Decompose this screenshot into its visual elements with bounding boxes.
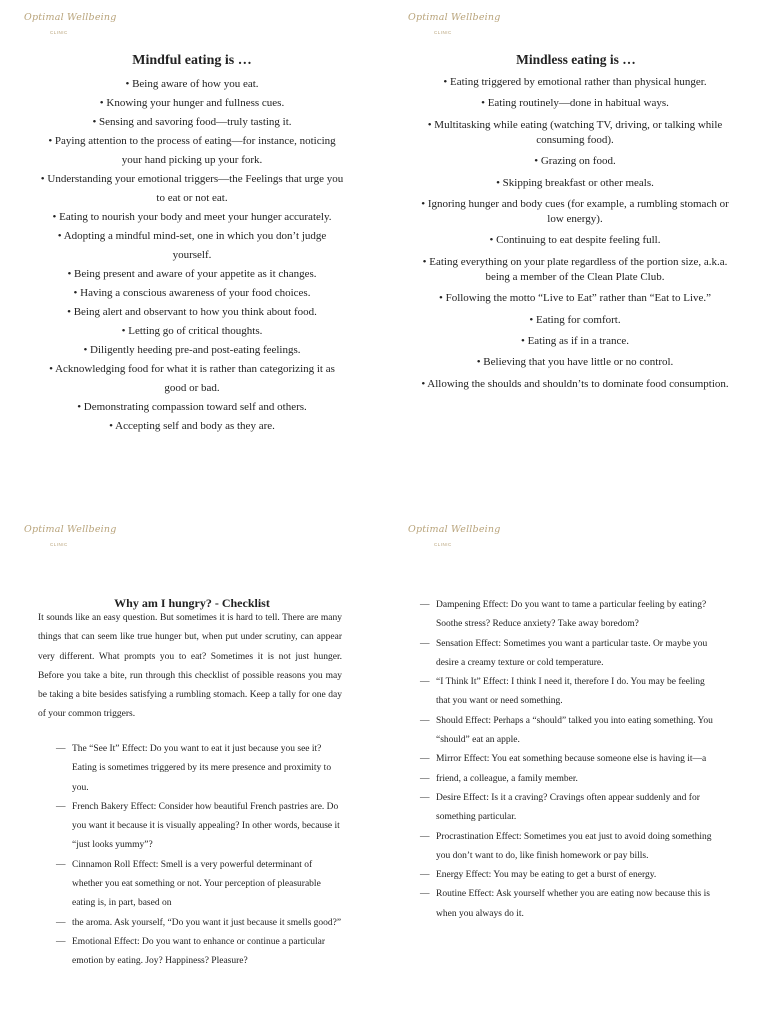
checklist-item [420,635,720,674]
dash-marker: — [420,715,430,726]
logo-script: Optimal Wellbeing [408,12,501,23]
checklist-items-left [56,740,342,972]
checklist-item-text: “I Think It” Effect: I think I need it, therefore I do. You may be feeling that you want or need something. [436,677,705,707]
mindful-bullet: • Eating to nourish your body and meet your hunger accurately. [52,211,332,223]
dash-marker: — [420,889,430,900]
checklist-item [420,770,720,789]
checklist-item [420,828,720,867]
checklist-item-text: Emotional Effect: Do you want to enhance or continue a particular emotion by eating. Joy? Happiness? Pleasure? [72,936,326,967]
checklist-item-text: Dampening Effect: Do you want to tame a particular feeling by eating? Soothe stress? Reduce anxiety? Take away boredom? [436,600,707,630]
checklist-item-text: Cinnamon Roll Effect: Smell is a very powerful determinant of whether you eat something or not. Your perception of pleasurable eating is, in part, based on [72,859,321,909]
mindless-bullet: • Eating routinely—done in habitual ways. [481,97,669,110]
mindless-bullet: • Believing that you have little or no control. [476,356,674,369]
logo-script: Optimal Wellbeing [408,524,501,535]
mindful-bullet: • Acknowledging food for what it is rather than categorizing it as good or bad. [49,363,335,394]
mindless-bullet: • Grazing on food. [534,155,616,168]
mindless-bullet: • Eating triggered by emotional rather than physical hunger. [443,76,707,88]
mindful-bullet-list [38,75,346,436]
checklist-item [56,856,342,914]
checklist-item [56,740,342,798]
checklist-item-text: Should Effect: Perhaps a “should” talked you into eating something. You “should” eat an apple. [436,715,713,746]
hunger-checklist-continued-panel [384,512,768,1024]
dash-marker: — [420,792,430,803]
mindful-title: Mindful eating is … [132,53,252,68]
mindless-bullet: • Following the motto “Live to Eat” rather than “Eat to Live.” [438,292,712,305]
checklist-item [420,789,720,828]
checklist-item-text: Energy Effect: You may be eating to get a burst of energy. [436,870,657,881]
mindless-bullet: • Eating everything on your plate regardless of the portion size, a.k.a. being a member of the Clean Plate Club. [422,255,728,283]
checklist-item-text: friend, a colleague, a family member. [436,773,578,784]
mindful-bullet: • Sensing and savoring food—truly tasting it. [92,116,292,128]
mindless-bullet: • Continuing to eat despite feeling full. [489,234,661,247]
dash-marker: — [56,859,66,870]
mindful-bullet: • Adopting a mindful mind-set, one in which you don’t judge yourself. [57,230,327,261]
checklist-item-text: the aroma. Ask yourself, “Do you want it just because it smells good?” [72,917,342,928]
checklist-intro: It sounds like an easy question. But sometimes it is hard to tell. There are many things that can seem like true hunger but, when put under scrutiny, can appear very different. What prompts you to eat? Sometimes it is not just hunger. Before you take a bite, run through this checklist of possible reasons you may be taking a bite besides satisfying a rumbling stomach. Keep a tally for one day of your common triggers. [38,613,342,720]
dash-marker: — [420,754,430,765]
mindful-bullet: • Paying attention to the process of eating—for instance, noticing your hand picking up your fork. [48,135,336,166]
mindless-eating-panel [384,0,768,512]
mindful-bullet: • Being present and aware of your appetite as it changes. [67,268,317,280]
brand-logo [408,524,501,552]
logo-script: Optimal Wellbeing [24,524,117,535]
mindful-bullet: • Having a conscious awareness of your food choices. [73,287,311,299]
logo-subtitle: CLINIC [434,30,452,35]
mindful-eating-panel [0,0,384,512]
dash-marker: — [56,936,66,947]
checklist-title: Why am I hungry? - Checklist [114,596,270,610]
mindless-bullet: • Multitasking while eating (watching TV, driving, or talking while consuming food). [427,118,723,146]
brand-logo [408,12,501,40]
checklist-item [420,885,720,924]
mindless-bullet: • Ignoring hunger and body cues (for example, a rumbling stomach or low energy). [421,197,729,225]
checklist-item [420,673,720,712]
checklist-item-text: Procrastination Effect: Sometimes you eat just to avoid doing something you don’t want to do, like finish homework or pay bills. [436,831,712,861]
checklist-items-right [420,596,720,924]
dash-marker: — [420,600,430,610]
checklist-item [56,798,342,856]
dash-marker: — [420,831,430,842]
logo-subtitle: CLINIC [434,542,452,547]
brand-logo [24,524,117,552]
mindful-bullet: • Understanding your emotional triggers—the Feelings that urge you to eat or not eat. [40,173,344,204]
checklist-item [420,750,720,769]
hunger-checklist-panel [0,512,384,1024]
dash-marker: — [56,801,66,812]
mindless-bullet: • Allowing the shoulds and shouldn’ts to dominate food consumption. [421,377,729,390]
dash-marker: — [56,917,66,928]
logo-script: Optimal Wellbeing [24,12,117,23]
dash-marker: — [420,870,430,881]
mindless-bullet: • Skipping breakfast or other meals. [496,176,654,189]
checklist-item [420,596,720,635]
mindful-bullet: • Accepting self and body as they are. [109,420,275,432]
mindless-bullet: • Eating as if in a trance. [520,334,629,347]
dash-marker: — [420,773,430,784]
mindful-bullet: • Diligently heeding pre-and post-eating feelings. [83,344,301,356]
mindful-bullet: • Being alert and observant to how you think about food. [67,306,317,318]
dash-marker: — [420,677,430,688]
checklist-item-text: Sensation Effect: Sometimes you want a particular taste. Or maybe you desire a creamy texture or cold temperature. [436,638,708,668]
checklist-item-text: The “See It” Effect: Do you want to eat it just because you see it? Eating is sometimes triggered by its mere presence and proximity to you. [72,744,332,793]
checklist-item-text: Routine Effect: Ask yourself whether you are eating now because this is when you always do it. [436,889,710,919]
mindful-bullet: • Knowing your hunger and fullness cues. [99,97,285,109]
checklist-item [420,866,720,885]
checklist-item-text: Desire Effect: Is it a craving? Cravings often appear suddenly and for something particular. [436,792,700,823]
logo-subtitle: CLINIC [50,30,68,35]
checklist-item [56,914,342,933]
mindless-bullet: • Eating for comfort. [529,313,621,326]
mindful-bullet: • Being aware of how you eat. [125,78,259,90]
mindful-bullet: • Demonstrating compassion toward self and others. [77,401,307,413]
brand-logo [24,12,117,40]
mindless-title: Mindless eating is … [516,52,636,67]
mindless-bullet-list [414,75,736,398]
checklist-item-text: Mirror Effect: You eat something because someone else is having it—a [436,754,707,765]
dash-marker: — [420,638,430,649]
checklist-item-text: French Bakery Effect: Consider how beautiful French pastries are. Do you want it because it is visually appealing? In other words, because it “just looks yummy”? [72,801,340,851]
dash-marker: — [56,744,66,754]
mindful-bullet: • Letting go of critical thoughts. [121,325,263,337]
checklist-item [420,712,720,751]
checklist-item [56,933,342,972]
logo-subtitle: CLINIC [50,542,68,547]
